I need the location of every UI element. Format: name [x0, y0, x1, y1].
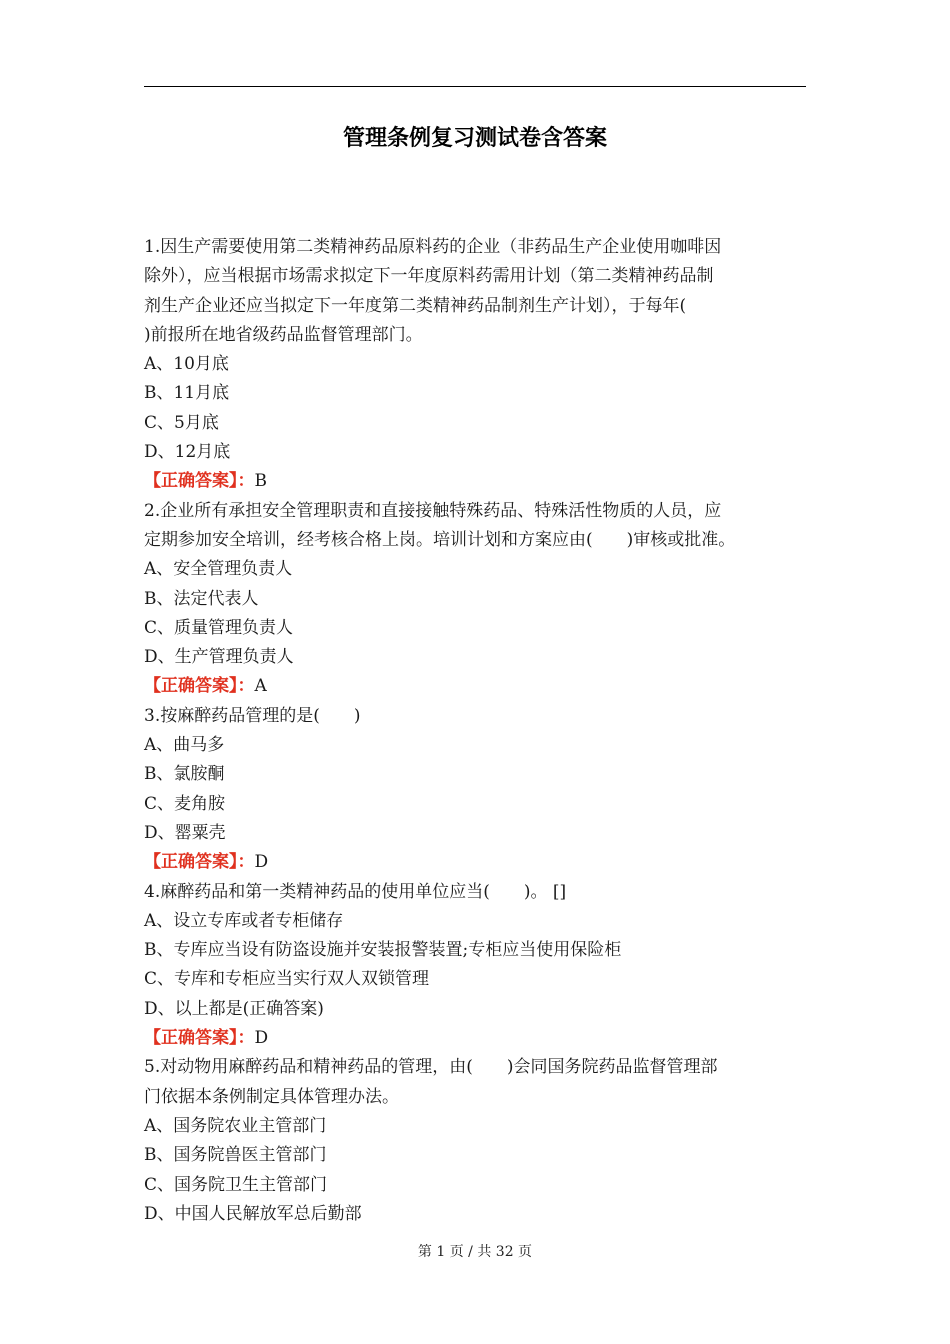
question-text-line: 定期参加安全培训，经考核合格上岗。培训计划和方案应由( )审核或批准。 — [144, 529, 736, 550]
option-d: D、生产管理负责人 — [144, 647, 294, 668]
answer-value: B — [254, 471, 267, 492]
option-b: B、专库应当设有防盗设施并安装报警装置;专柜应当使用保险柜 — [144, 940, 622, 961]
answer-tag: 【正确答案】： — [144, 1028, 255, 1049]
option-c: C、麦角胺 — [144, 793, 226, 814]
answer-tag: 【正确答案】： — [144, 676, 255, 697]
option-d: D、12月底 — [144, 442, 231, 463]
option-b: B、法定代表人 — [144, 588, 259, 609]
question-1 — [144, 233, 806, 497]
option-c: C、国务院卫生主管部门 — [144, 1174, 328, 1195]
option-b: B、国务院兽医主管部门 — [144, 1145, 327, 1166]
answer-tag: 【正确答案】： — [144, 852, 255, 873]
answer-line — [144, 467, 806, 496]
option-d: D、罂粟壳 — [144, 822, 226, 843]
answer-value: D — [254, 852, 269, 873]
option-a: A、国务院农业主管部门 — [144, 1115, 327, 1136]
answer-line — [144, 672, 806, 701]
question-text-line: 1.因生产需要使用第二类精神药品原料药的企业（非药品生产企业使用咖啡因 — [144, 237, 722, 257]
answer-value: D — [254, 1028, 269, 1049]
question-text-line: 剂生产企业还应当拟定下一年度第二类精神药品制剂生产计划），于每年( — [144, 295, 687, 316]
question-3 — [144, 702, 806, 878]
option-b: B、氯胺酮 — [144, 764, 225, 785]
option-c: C、专库和专柜应当实行双人双锁管理 — [144, 969, 430, 990]
option-b: B、11月底 — [144, 383, 230, 404]
option-a: A、10月底 — [144, 354, 229, 375]
question-5 — [144, 1053, 806, 1229]
question-4 — [144, 878, 806, 1054]
document-title: 管理条例复习测试卷含答案 — [342, 126, 607, 151]
header-rule — [144, 86, 806, 87]
question-text-line: )前报所在地省级药品监督管理部门。 — [144, 324, 423, 345]
question-text-line: 3.按麻醉药品管理的是( ) — [144, 705, 361, 726]
question-2 — [144, 497, 806, 702]
option-a: A、安全管理负责人 — [144, 559, 293, 580]
question-text-line: 2.企业所有承担安全管理职责和直接接触特殊药品、特殊活性物质的人员，应 — [144, 500, 722, 521]
question-text-line: 除外），应当根据市场需求拟定下一年度原料药需用计划（第二类精神药品制 — [144, 266, 714, 287]
option-d: D、以上都是(正确答案) — [144, 998, 324, 1019]
page-footer: 第 1 页 / 共 32 页 — [417, 1244, 533, 1260]
question-list — [144, 233, 806, 1229]
answer-line — [144, 848, 806, 877]
answer-value: A — [254, 676, 267, 697]
answer-line — [144, 1024, 806, 1053]
option-c: C、质量管理负责人 — [144, 617, 294, 638]
option-a: A、曲马多 — [144, 735, 225, 756]
question-text-line: 4.麻醉药品和第一类精神药品的使用单位应当( )。 [] — [144, 881, 567, 902]
answer-tag: 【正确答案】： — [144, 471, 255, 492]
option-c: C、5月底 — [144, 412, 219, 433]
option-d: D、中国人民解放军总后勤部 — [144, 1203, 362, 1224]
question-text-line: 5.对动物用麻醉药品和精神药品的管理，由( )会同国务院药品监督管理部 — [144, 1057, 718, 1078]
option-a: A、设立专库或者专柜储存 — [144, 910, 344, 931]
question-text-line: 门依据本条例制定具体管理办法。 — [144, 1086, 399, 1107]
